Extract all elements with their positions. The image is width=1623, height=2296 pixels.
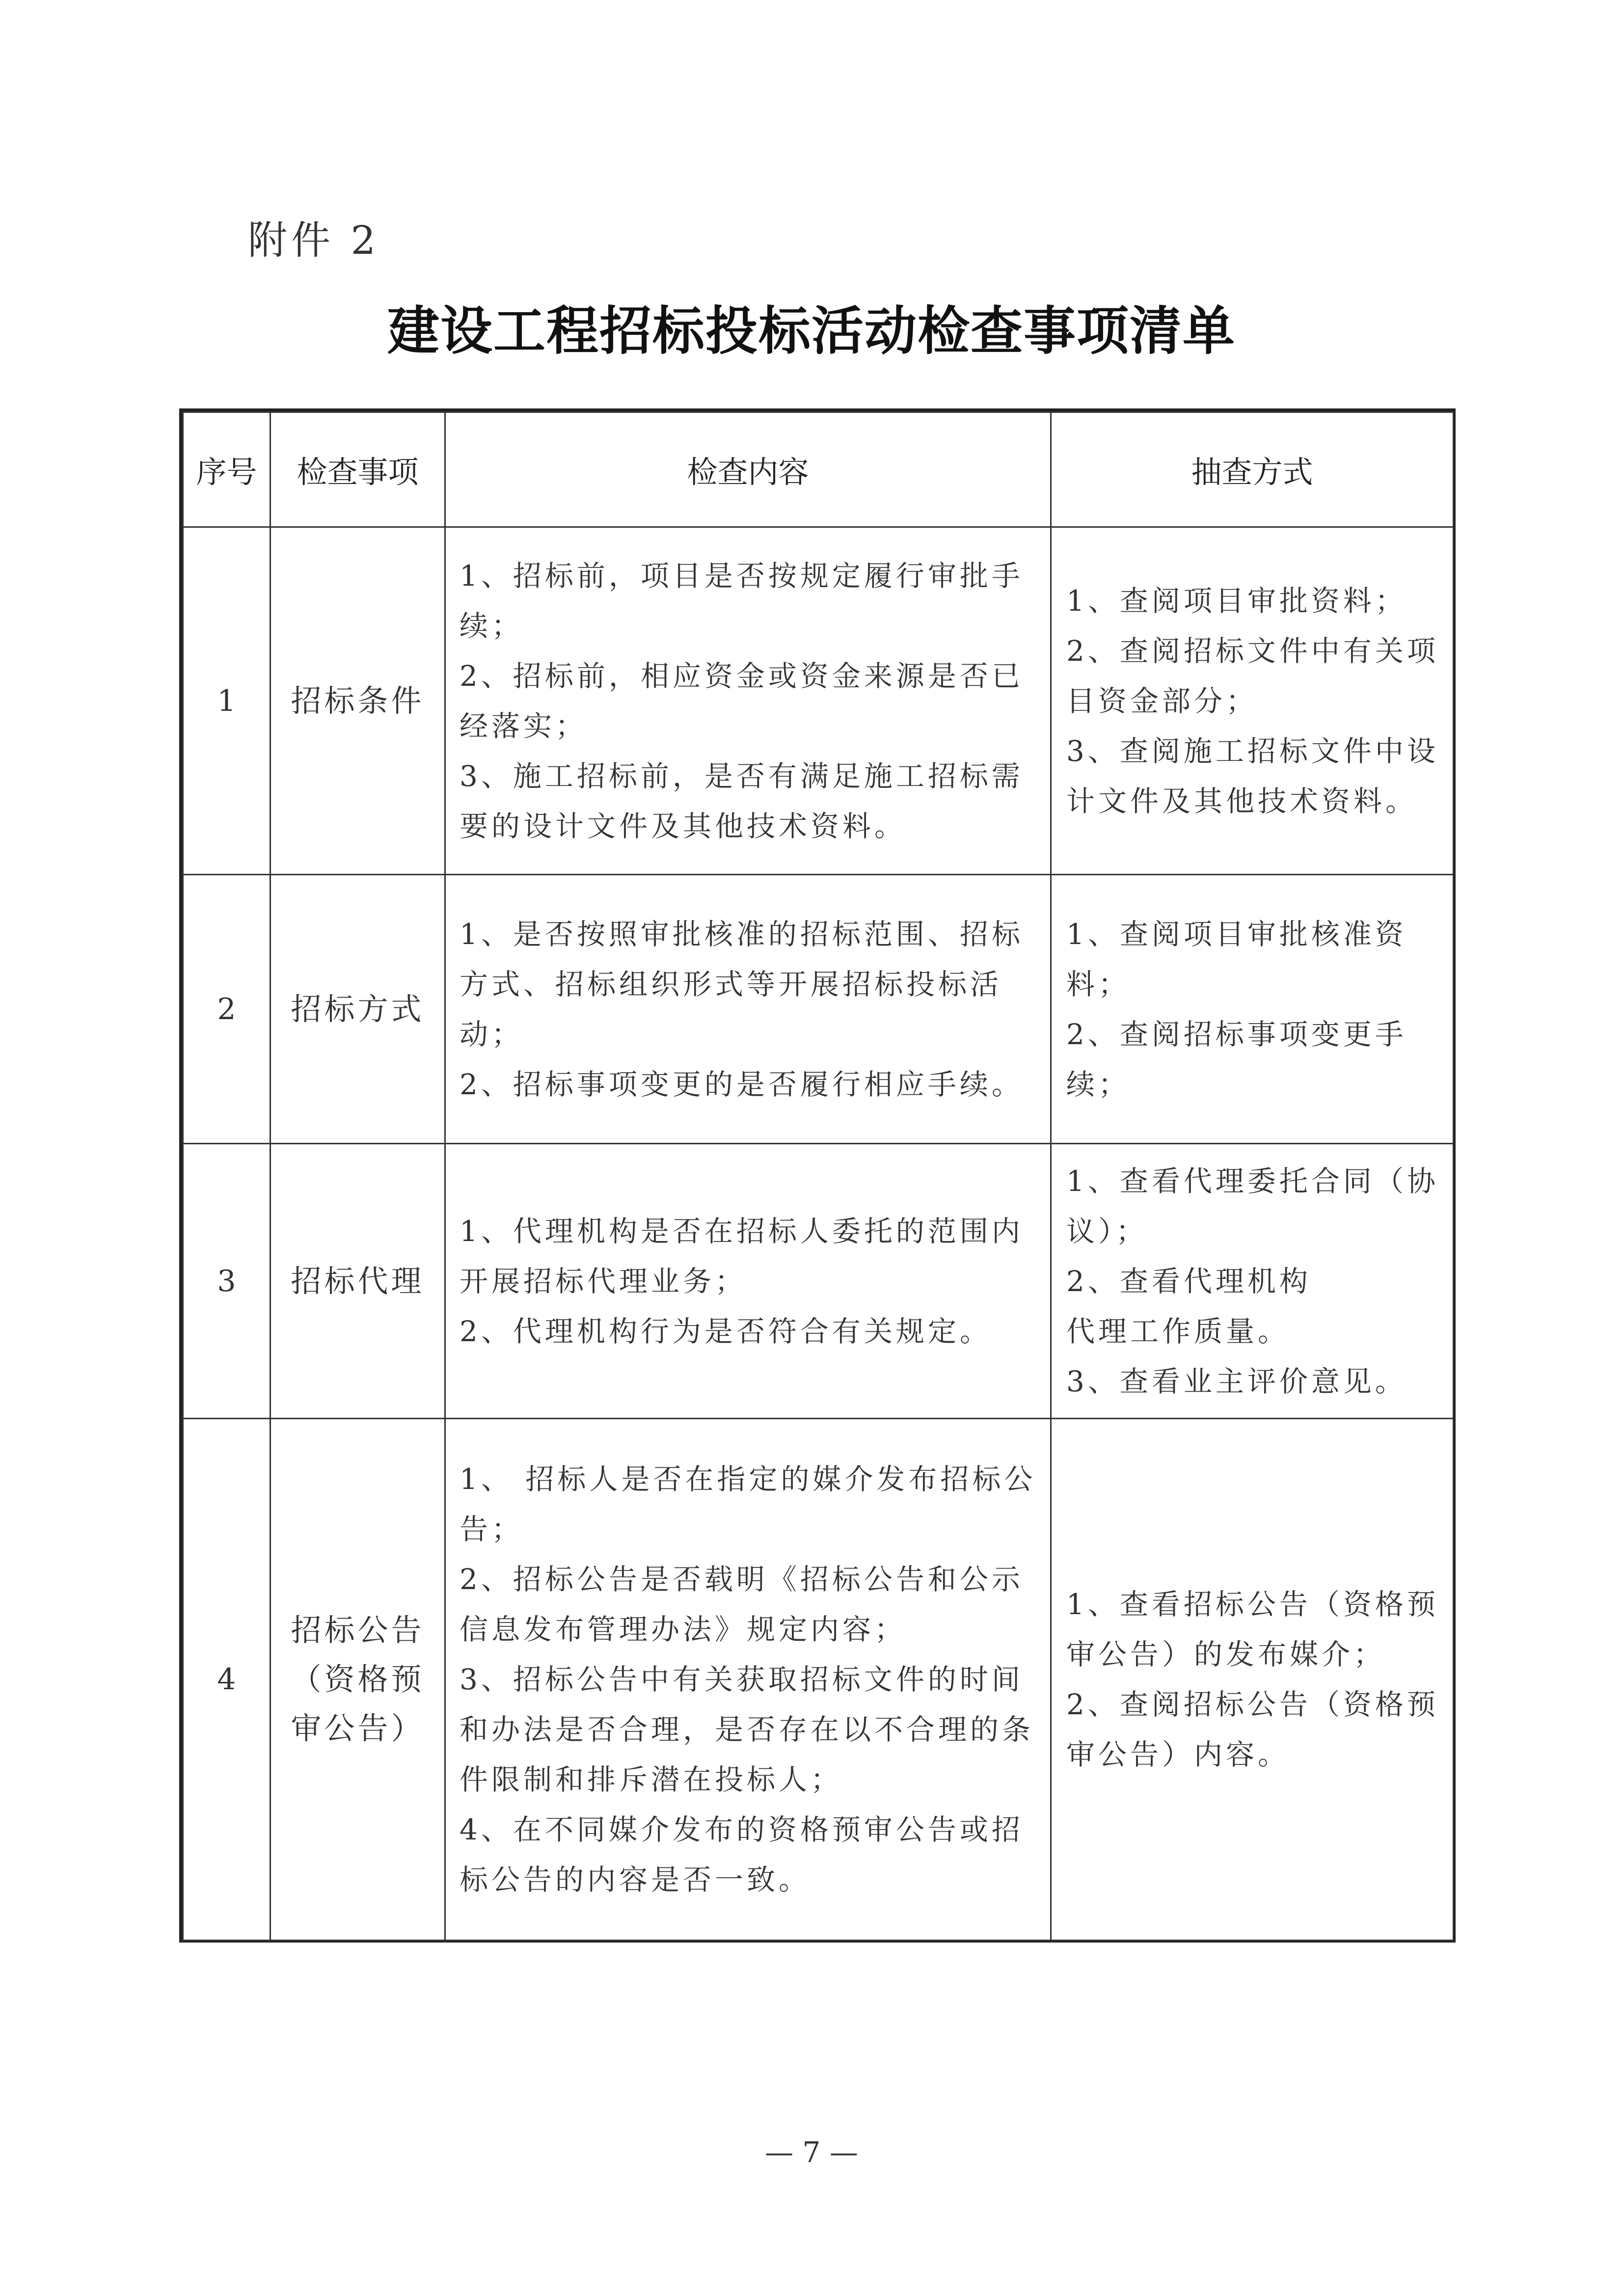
row-item: 招标条件 — [270, 527, 445, 875]
content-line: 1、代理机构是否在招标人委托的范围内开展招标代理业务； — [460, 1214, 1024, 1298]
content-line: 4、在不同媒介发布的资格预审公告或招标公告的内容是否一致。 — [460, 1813, 1024, 1896]
row-content — [445, 875, 1051, 1144]
header-content: 检查内容 — [445, 412, 1051, 527]
row-seq: 2 — [183, 875, 270, 1144]
method-line: 2、查看代理机构 — [1066, 1264, 1311, 1298]
header-item: 检查事项 — [270, 412, 445, 527]
row-seq: 1 — [183, 527, 270, 875]
row-item: 招标方式 — [270, 875, 445, 1144]
table-row — [183, 1144, 1454, 1419]
method-line: 3、查阅施工招标文件中设计文件及其他技术资料。 — [1066, 734, 1439, 818]
table-row — [183, 527, 1454, 875]
page-number: — 7 — — [765, 2135, 858, 2169]
document-title: 建设工程招标投标活动检查事项清单 — [387, 300, 1236, 361]
table-row — [183, 1419, 1454, 1941]
content-line: 2、代理机构行为是否符合有关规定。 — [460, 1314, 992, 1348]
row-item: 招标代理 — [270, 1144, 445, 1419]
content-line: 2、招标公告是否载明《招标公告和公示信息发布管理办法》规定内容； — [460, 1563, 1024, 1646]
method-line: 2、查阅招标文件中有关项目资金部分； — [1066, 634, 1439, 718]
content-line: 1、招标前，项目是否按规定履行审批手续； — [460, 559, 1024, 643]
content-line: 2、招标事项变更的是否履行相应手续。 — [460, 1067, 1024, 1101]
method-line: 1、查看代理委托合同（协议）； — [1066, 1164, 1439, 1248]
table-row — [183, 875, 1454, 1144]
row-content — [445, 527, 1051, 875]
header-seq: 序号 — [183, 412, 270, 527]
method-line: 1、查看招标公告（资格预审公告）的发布媒介； — [1066, 1588, 1439, 1671]
row-content — [445, 1144, 1051, 1419]
row-method — [1051, 875, 1454, 1144]
content-line: 3、施工招标前，是否有满足施工招标需要的设计文件及其他技术资料。 — [460, 759, 1024, 843]
content-line: 1、是否按照审批核准的招标范围、招标方式、招标组织形式等开展招标投标活动； — [460, 917, 1024, 1051]
row-item: 招标公告（资格预审公告） — [270, 1419, 445, 1941]
row-seq: 3 — [183, 1144, 270, 1419]
method-line: 2、查阅招标事项变更手续； — [1066, 1017, 1407, 1101]
inspection-table — [179, 408, 1456, 1943]
table-header-row — [183, 412, 1454, 527]
row-seq: 4 — [183, 1419, 270, 1941]
row-content — [445, 1419, 1051, 1941]
attachment-label: 附件 2 — [248, 217, 380, 263]
method-line: 1、查阅项目审批核准资料； — [1066, 917, 1407, 1001]
method-line: 2、查阅招标公告（资格预审公告）内容。 — [1066, 1688, 1439, 1771]
content-line: 3、招标公告中有关获取招标文件的时间和办法是否合理，是否存在以不合理的条件限制和排斥潜在投标人； — [460, 1663, 1034, 1796]
header-method: 抽查方式 — [1051, 412, 1454, 527]
content-line: 1、 招标人是否在指定的媒介发布招标公告； — [460, 1462, 1036, 1546]
row-method — [1051, 527, 1454, 875]
method-line: 1、查阅项目审批资料； — [1066, 584, 1407, 618]
method-line: 代理工作质量。 — [1066, 1314, 1290, 1348]
method-line: 3、查看业主评价意见。 — [1066, 1364, 1407, 1398]
row-method — [1051, 1144, 1454, 1419]
row-method — [1051, 1419, 1454, 1941]
content-line: 2、招标前，相应资金或资金来源是否已经落实； — [460, 659, 1024, 743]
